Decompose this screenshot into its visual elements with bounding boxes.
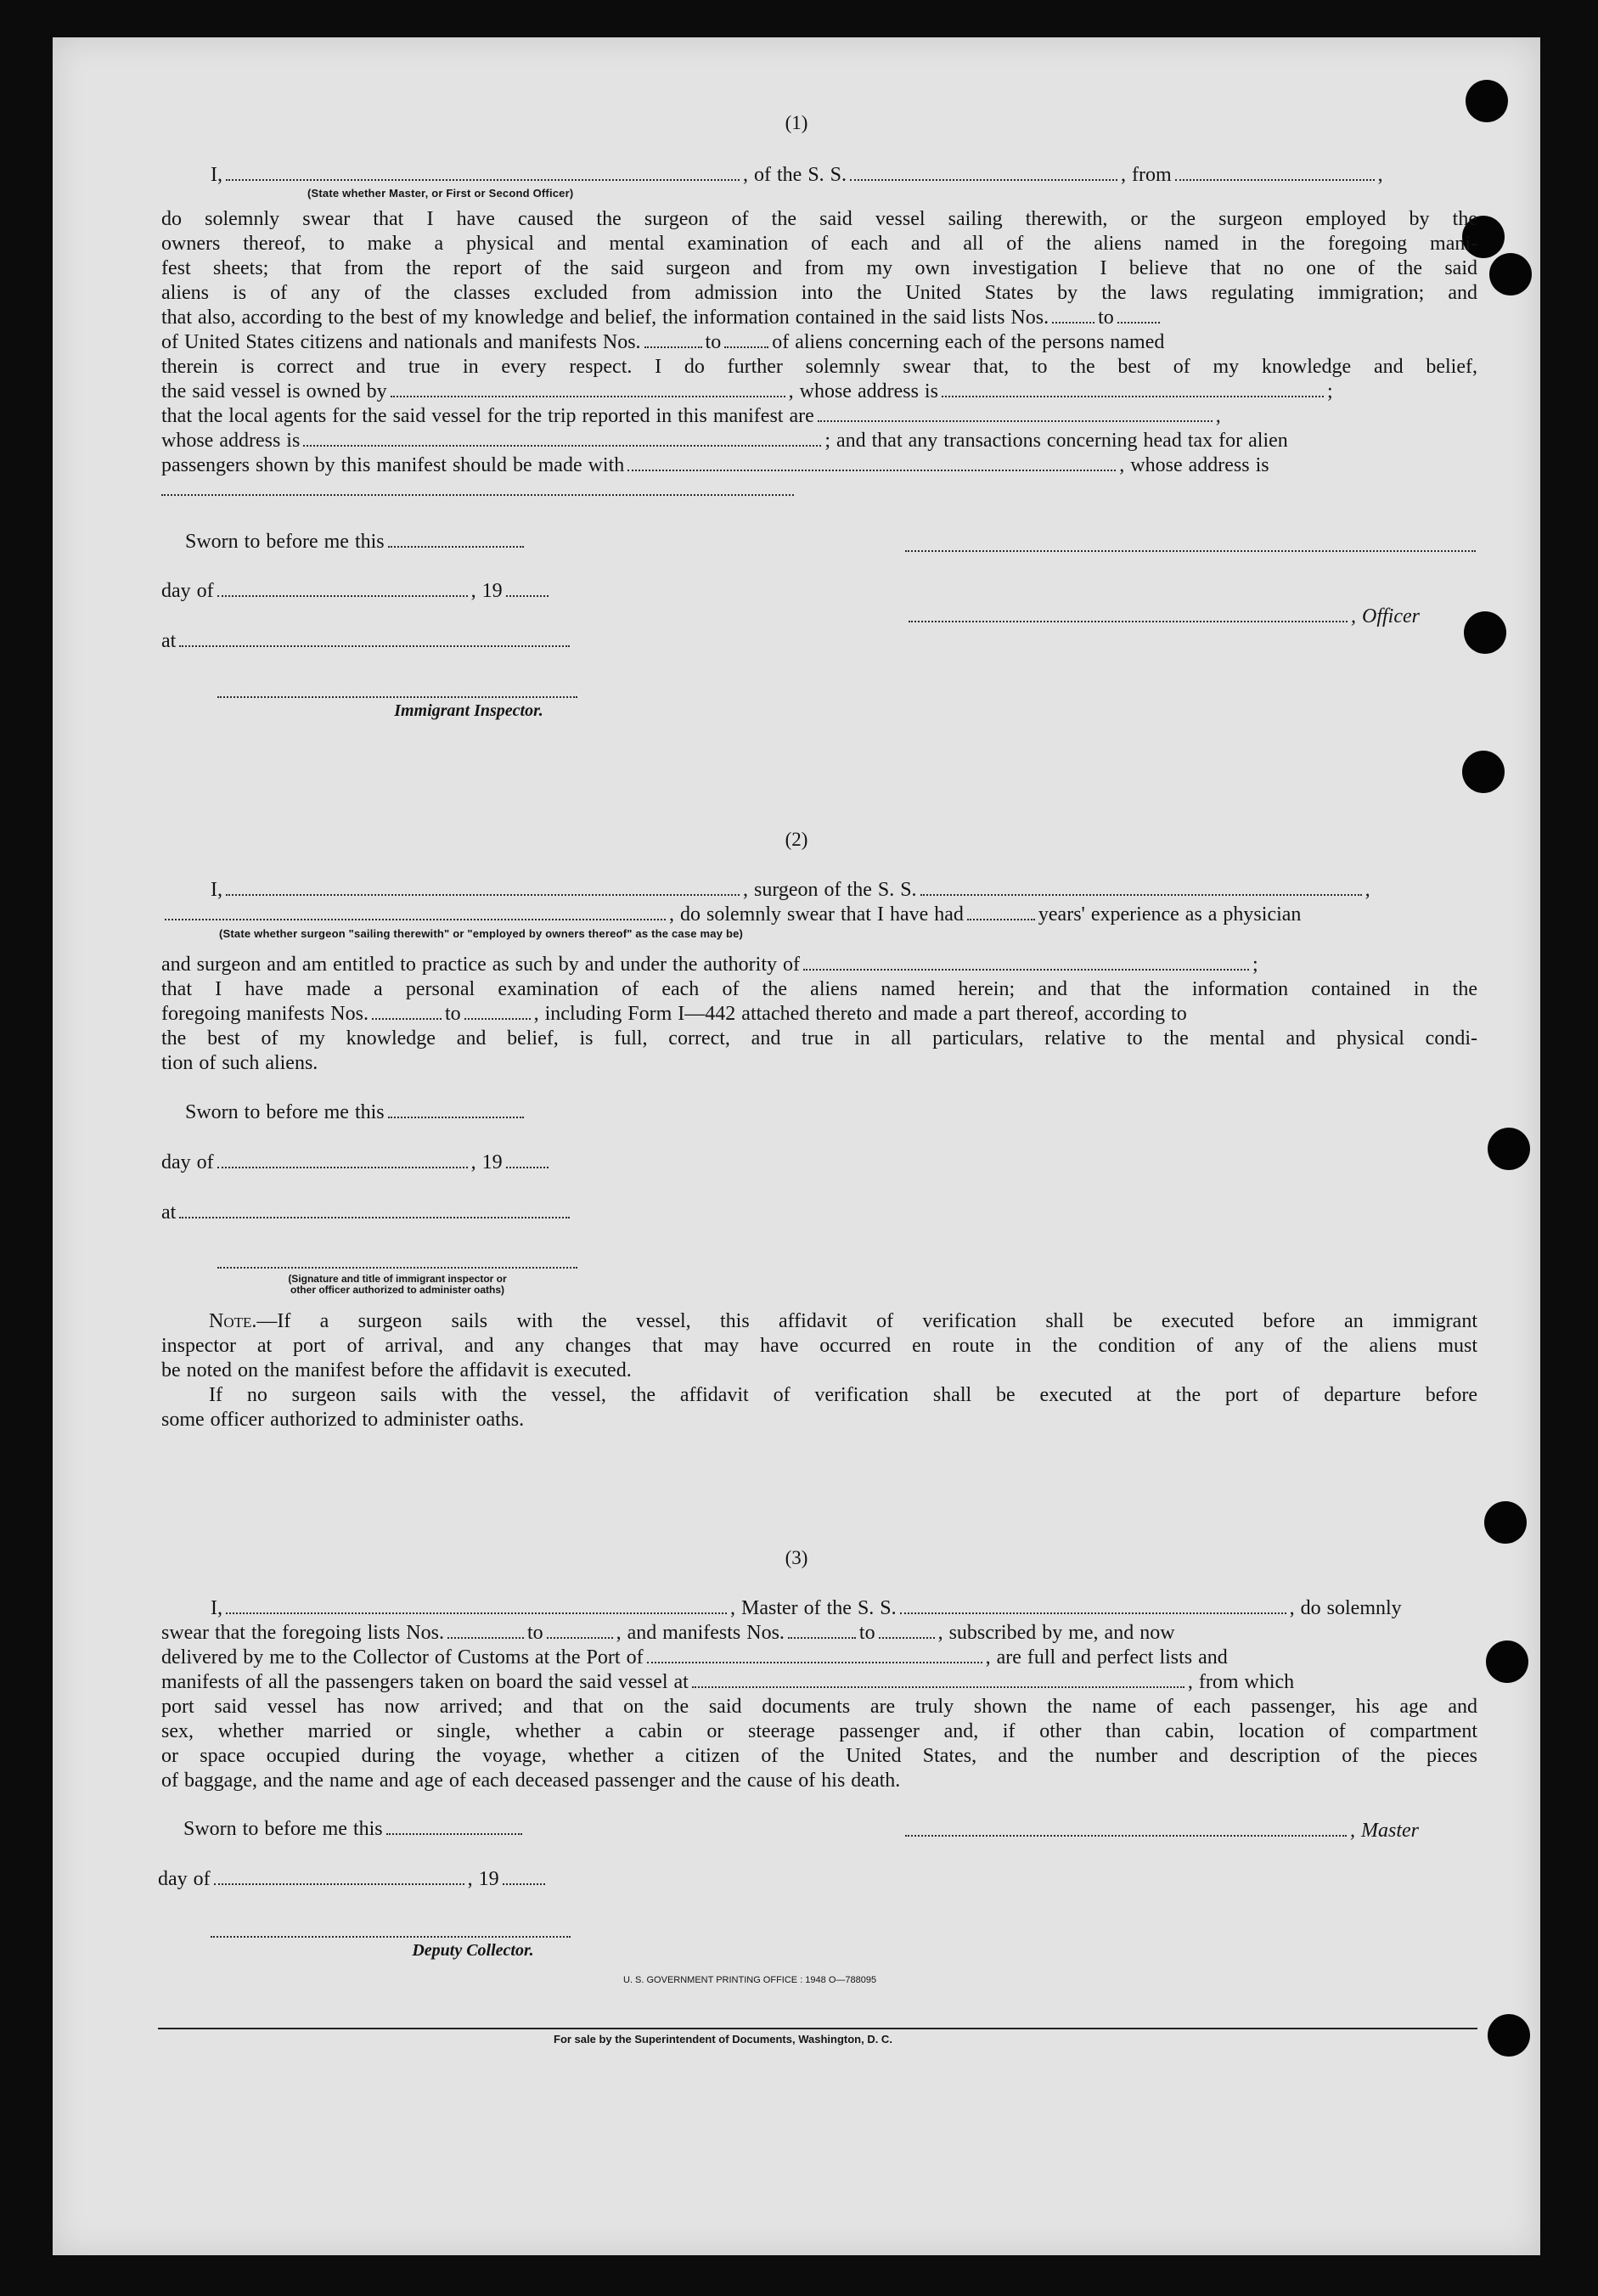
note-line-2: inspector at port of arrival, and any changes that may have occurred en route in the condition of any of the aliens must bbox=[161, 1335, 1477, 1357]
section-3-body-2: sex, whether married or single, whether a cabin or steerage passenger and, if other than cabin, location of compartment bbox=[161, 1720, 1477, 1742]
text: , whose address is bbox=[788, 380, 938, 402]
text: , subscribed by me, and now bbox=[937, 1622, 1175, 1644]
text: of aliens concerning each of the persons named bbox=[772, 331, 1165, 353]
text: , bbox=[1364, 879, 1370, 901]
sworn-line-3 bbox=[183, 1817, 526, 1842]
section-1-passengers-line bbox=[161, 453, 1269, 478]
punch-hole bbox=[1462, 751, 1505, 793]
signature-line bbox=[905, 550, 1476, 552]
inspector-signature-line bbox=[217, 696, 577, 698]
section-3-line-3 bbox=[161, 1646, 1228, 1670]
deputy-signature-line bbox=[211, 1936, 571, 1938]
officer-label: , Officer bbox=[1351, 605, 1420, 627]
punch-hole bbox=[1488, 2014, 1530, 2057]
text: , are full and perfect lists and bbox=[985, 1646, 1228, 1669]
text: , and manifests Nos. bbox=[616, 1622, 785, 1644]
section-1-owned-line bbox=[161, 380, 1333, 404]
master-label: , Master bbox=[1350, 1820, 1419, 1842]
footer-rule bbox=[158, 2028, 1477, 2029]
text: whose address is bbox=[161, 430, 301, 452]
section-3-body-4: of baggage, and the name and age of each deceased passenger and the cause of his death. bbox=[161, 1770, 901, 1792]
deputy-caption: Deputy Collector. bbox=[412, 1941, 534, 1960]
section-2-line-4: that I have made a personal examination of each of the aliens named herein; and that the information contained in the bbox=[161, 978, 1477, 1000]
section-2-line-3 bbox=[161, 953, 1258, 977]
printing-office-note: U. S. GOVERNMENT PRINTING OFFICE : 1948 O—788095 bbox=[623, 1975, 877, 1985]
section-1-lists-line bbox=[161, 306, 1163, 330]
section-1-agents-line bbox=[161, 404, 1221, 429]
text: to bbox=[705, 331, 722, 353]
continuation-line bbox=[161, 494, 794, 496]
text: manifests of all the passengers taken on board the said vessel at bbox=[161, 1671, 689, 1693]
text: the said vessel is owned by bbox=[161, 380, 387, 402]
section-1-body-3: fest sheets; that from the report of the said surgeon and from my own investigation I believe that no one of the said bbox=[161, 257, 1477, 279]
surgeon-note: (State whether surgeon "sailing therewith" or "employed by owners thereof" as the case may be) bbox=[219, 927, 744, 940]
day-of-line-1 bbox=[161, 579, 552, 604]
section-2-line-6: the best of my knowledge and belief, is full, correct, and true in all particulars, relative to the mental and physical condi- bbox=[161, 1027, 1477, 1050]
master-signature bbox=[902, 1819, 1419, 1843]
signature-title-line bbox=[217, 1267, 577, 1269]
officer-note: (State whether Master, or First or Second Officer) bbox=[307, 187, 574, 200]
text: delivered by me to the Collector of Customs at the Port of bbox=[161, 1646, 644, 1669]
text: —If a surgeon sails with the vessel, this affidavit of verification shall be executed before an immigrant bbox=[256, 1310, 1477, 1332]
text: at bbox=[161, 630, 177, 652]
section-3-line-2 bbox=[161, 1621, 1175, 1646]
text: , do solemnly swear that I have had bbox=[669, 903, 964, 926]
text: to bbox=[1098, 307, 1114, 329]
section-1-correct-line: therein is correct and true in every respect. I do further solemnly swear that, to the best of my knowledge and belief, bbox=[161, 356, 1477, 378]
text: I, bbox=[211, 879, 222, 901]
text: ; bbox=[1252, 954, 1258, 976]
section-2-line-7: tion of such aliens. bbox=[161, 1052, 318, 1074]
punch-hole bbox=[1484, 1501, 1527, 1544]
section-2-line-1 bbox=[211, 878, 1370, 903]
section-2-number: (2) bbox=[785, 829, 808, 850]
section-3-body-3: or space occupied during the voyage, whether a citizen of the United States, and the number and description of the pieces bbox=[161, 1745, 1477, 1767]
text: , whose address is bbox=[1119, 454, 1269, 476]
officer-signature bbox=[905, 605, 1420, 629]
for-sale-note: For sale by the Superintendent of Documents, Washington, D. C. bbox=[554, 2033, 892, 2046]
at-line-2 bbox=[161, 1201, 573, 1225]
text: , 19 bbox=[470, 580, 503, 602]
day-of-line-3 bbox=[158, 1867, 549, 1892]
note2-line-1: If no surgeon sails with the vessel, the affidavit of verification shall be executed at the port of departure before bbox=[209, 1384, 1477, 1406]
section-3-line-1 bbox=[211, 1596, 1402, 1621]
text: day of bbox=[161, 580, 214, 602]
text: , 19 bbox=[470, 1151, 503, 1173]
punch-hole bbox=[1488, 1128, 1530, 1170]
text: , from which bbox=[1187, 1671, 1295, 1693]
punch-hole bbox=[1464, 611, 1506, 654]
text: Sworn to before me this bbox=[185, 531, 385, 553]
text: , 19 bbox=[467, 1868, 499, 1890]
section-1-citizens-line bbox=[161, 330, 1164, 355]
text: at bbox=[161, 1201, 177, 1224]
section-3-body-1: port said vessel has now arrived; and that on the said documents are truly shown the name of each passenger, his age and bbox=[161, 1696, 1477, 1718]
text: , bbox=[1377, 164, 1383, 186]
text: to bbox=[858, 1622, 875, 1644]
text: to bbox=[444, 1003, 461, 1025]
section-1-body-2: owners thereof, to make a physical and mental examination of each and all of the aliens named in the foregoing mani- bbox=[161, 233, 1477, 255]
section-3-number: (3) bbox=[785, 1547, 808, 1568]
section-1-body-4: aliens is of any of the classes excluded from admission into the United States by the laws regulating immigration; and bbox=[161, 282, 1477, 304]
text: , Master of the S. S. bbox=[730, 1597, 897, 1619]
text: , including Form I—442 attached thereto and made a part thereof, according to bbox=[533, 1003, 1187, 1025]
section-1-line-1 bbox=[211, 163, 1383, 188]
text: passengers shown by this manifest should be made with bbox=[161, 454, 625, 476]
text: day of bbox=[158, 1868, 211, 1890]
punch-hole bbox=[1486, 1640, 1528, 1683]
text: that also, according to the best of my knowledge and belief, the information contained in the said lists Nos. bbox=[161, 307, 1049, 329]
text: , bbox=[1215, 405, 1221, 427]
sworn-line-2 bbox=[185, 1100, 527, 1125]
at-line-1 bbox=[161, 629, 573, 654]
note-line-1 bbox=[209, 1309, 1477, 1334]
text: of United States citizens and nationals and manifests Nos. bbox=[161, 331, 641, 353]
section-1-body-1: do solemnly swear that I have caused the surgeon of the said vessel sailing therewith, or the surgeon employed by the bbox=[161, 208, 1477, 230]
text: I, bbox=[211, 1597, 222, 1619]
text: , from bbox=[1121, 164, 1172, 186]
text: , do solemnly bbox=[1289, 1597, 1402, 1619]
text: Sworn to before me this bbox=[185, 1101, 385, 1123]
text: , of the S. S. bbox=[743, 164, 847, 186]
punch-hole bbox=[1489, 253, 1532, 295]
note2-line-2: some officer authorized to administer oaths. bbox=[161, 1409, 525, 1431]
section-2-line-2 bbox=[161, 903, 1301, 927]
note-label: Note. bbox=[209, 1310, 257, 1332]
text: ; bbox=[1326, 380, 1333, 402]
inspector-caption: Immigrant Inspector. bbox=[394, 701, 543, 720]
section-2-line-5 bbox=[161, 1002, 1187, 1027]
signature-caption bbox=[217, 1274, 577, 1296]
text: ; and that any transactions concerning head tax for alien bbox=[824, 430, 1288, 452]
text: foregoing manifests Nos. bbox=[161, 1003, 369, 1025]
section-3-line-4 bbox=[161, 1670, 1294, 1695]
text: , surgeon of the S. S. bbox=[743, 879, 917, 901]
sworn-line-1 bbox=[185, 530, 527, 554]
day-of-line-2 bbox=[161, 1151, 552, 1175]
text: day of bbox=[161, 1151, 214, 1173]
text: and surgeon and am entitled to practice as such by and under the authority of bbox=[161, 954, 800, 976]
section-1-address-line bbox=[161, 429, 1288, 453]
text: that the local agents for the said vessel for the trip reported in this manifest are bbox=[161, 405, 814, 427]
text: years' experience as a physician bbox=[1038, 903, 1302, 926]
text: Sworn to before me this bbox=[183, 1818, 383, 1840]
text: I, bbox=[211, 164, 222, 186]
text: swear that the foregoing lists Nos. bbox=[161, 1622, 444, 1644]
text: to bbox=[526, 1622, 543, 1644]
caption-line: (Signature and title of immigrant inspector or bbox=[288, 1273, 507, 1285]
manifest-verification-page bbox=[53, 37, 1540, 2255]
note-line-3: be noted on the manifest before the affidavit is executed. bbox=[161, 1359, 632, 1382]
section-1-number: (1) bbox=[785, 112, 808, 133]
caption-line: other officer authorized to administer oaths) bbox=[290, 1284, 505, 1296]
